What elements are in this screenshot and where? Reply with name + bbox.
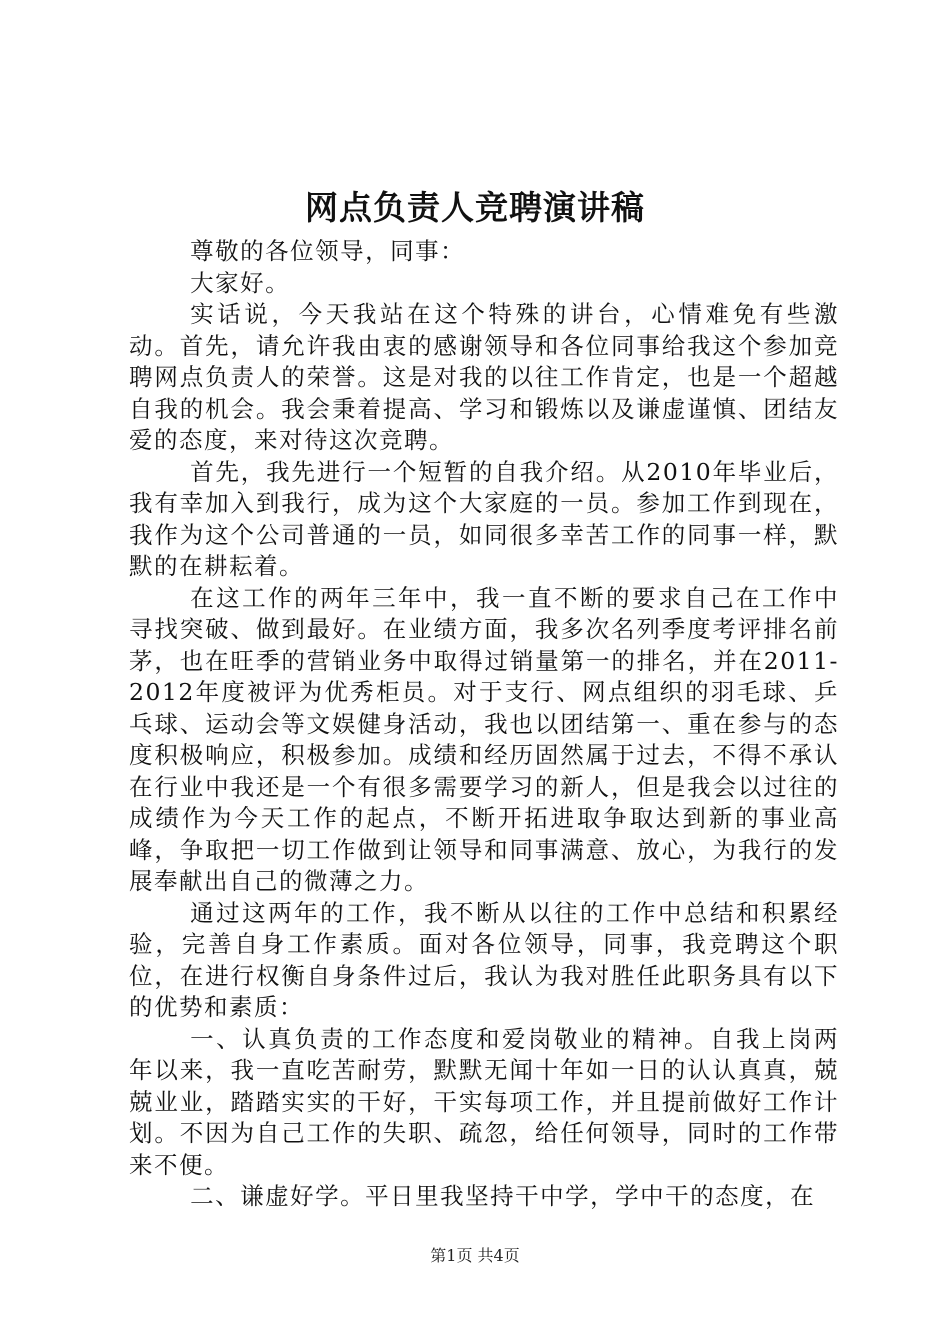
greeting-paragraph: 大家好。: [190, 268, 291, 297]
document-title: 网点负责人竞聘演讲稿: [305, 188, 645, 227]
body-paragraph: 二、谦虚好学。平日里我坚持干中学，学中干的态度，在: [190, 1182, 816, 1210]
document-body: [129, 236, 839, 1213]
body-paragraph: 在这工作的两年三年中，我一直不断的要求自己在工作中寻找突破、做到最好。在业绩方面，我多次名列季度考评排名前茅，也在旺季的营销业务中取得过销量第一的排名，并在2011-2012年度被评为优秀柜员。对于支行、网点组织的羽毛球、乒乓球、运动会等文娱健身活动，我也以团结第一、重在参与的态度积极响应，积极参加。成绩和经历固然属于过去，不得不承认在行业中我还是一个有很多需要学习的新人，但是我会以过往的成绩作为今天工作的起点，不断开拓进取争取达到新的事业高峰，争取把一切工作做到让领导和同事满意、放心，为我行的发展奉献出自己的微薄之力。: [129, 583, 839, 895]
body-paragraph: 实话说，今天我站在这个特殊的讲台，心情难免有些激动。首先，请允许我由衷的感谢领导和各位同事给我这个参加竞聘网点负责人的荣誉。这是对我的以往工作肯定，也是一个超越自我的机会。我会秉着提高、学习和锻炼以及谦虚谨慎、团结友爱的态度，来对待这次竞聘。: [129, 300, 839, 454]
body-paragraph: 通过这两年的工作，我不断从以往的工作中总结和积累经验，完善自身工作素质。面对各位领导，同事，我竞聘这个职位，在进行权衡自身条件过后，我认为我对胜任此职务具有以下的优势和素质：: [129, 898, 839, 1021]
body-paragraph: 首先，我先进行一个短暂的自我介绍。从2010年毕业后，我有幸加入到我行，成为这个大家庭的一员。参加工作到现在，我作为这个公司普通的一员，如同很多幸苦工作的同事一样，默默的在耕耘着。: [129, 457, 839, 580]
salutation-paragraph: 尊敬的各位领导，同事：: [190, 237, 466, 265]
body-paragraph: 一、认真负责的工作态度和爱岗敬业的精神。自我上岗两年以来，我一直吃苦耐劳，默默无闻十年如一日的认认真真，兢兢业业，踏踏实实的干好，干实每项工作，并且提前做好工作计划。不因为自己工作的失职、疏忽，给任何领导，同时的工作带来不便。: [129, 1024, 839, 1179]
page-number-footer: 第1页 共4页: [430, 1246, 520, 1265]
